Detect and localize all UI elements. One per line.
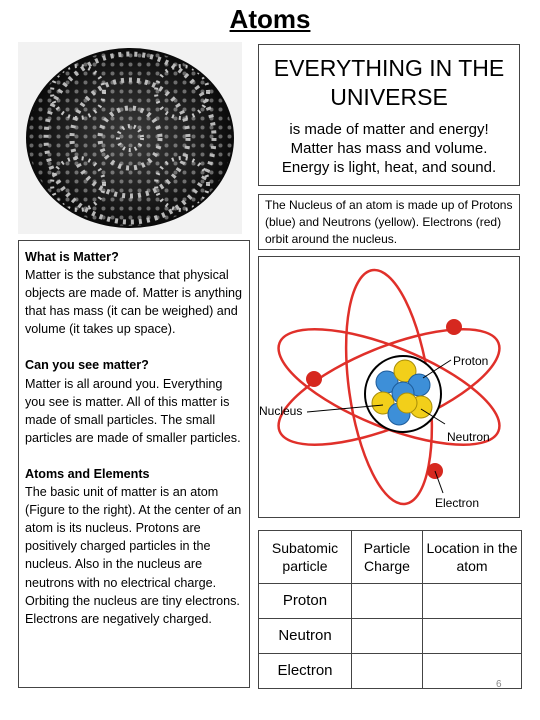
- table-cell: [423, 584, 522, 619]
- section-heading: Atoms and Elements: [25, 466, 150, 481]
- universe-box: [258, 44, 520, 186]
- atom-photograph: [18, 42, 242, 234]
- table-header-cell: Particle Charge: [352, 531, 423, 584]
- particle-table: [258, 530, 522, 689]
- table-row: [259, 619, 522, 654]
- section-body: Matter is all around you. Everything you see is matter. All of this matter is made of small particles. The small particles are made of smaller particles.: [25, 376, 241, 445]
- table-cell: [352, 584, 423, 619]
- table-cell: [423, 619, 522, 654]
- table-cell: Electron: [259, 654, 352, 689]
- electron-label: Electron: [435, 496, 480, 510]
- table-header-row: [259, 531, 522, 584]
- matter-text-box: [18, 240, 250, 688]
- nucleus-label: Nucleus: [259, 404, 303, 418]
- table-row: [259, 584, 522, 619]
- table-cell: [352, 619, 423, 654]
- universe-line3: Energy is light, heat, and sound.: [281, 159, 497, 176]
- universe-line1: is made of matter and energy!: [289, 121, 489, 138]
- table-header-cell: Location in the atom: [423, 531, 522, 584]
- universe-heading-line1: EVERYTHING IN THE: [273, 55, 505, 81]
- page-title: Atoms: [229, 4, 311, 34]
- universe-heading-line2: UNIVERSE: [330, 84, 448, 110]
- section-heading: Can you see matter?: [25, 358, 149, 373]
- section-can-you-see-matter: [25, 356, 243, 446]
- atom-diagram: [258, 256, 520, 518]
- nucleus-caption: The Nucleus of an atom is made up of Protons (blue) and Neutrons (yellow). Electrons (red) orbit around the nucleus.: [258, 194, 520, 250]
- table-cell: [423, 654, 522, 689]
- table-cell: Neutron: [259, 619, 352, 654]
- table-cell: [352, 654, 423, 689]
- table-cell: Proton: [259, 584, 352, 619]
- section-body: Matter is the substance that physical objects are made of. Matter is anything that has mass (it can be weighed) and volume (it takes up space).: [25, 268, 243, 337]
- universe-line2: Matter has mass and volume.: [290, 140, 488, 157]
- proton-label: Proton: [453, 354, 489, 368]
- section-heading: What is Matter?: [25, 250, 119, 264]
- section-what-is-matter: [25, 248, 243, 338]
- section-atoms-and-elements: [25, 465, 243, 628]
- page-number: 6: [496, 679, 502, 690]
- table-header-cell: Subatomic particle: [259, 531, 352, 584]
- universe-text: [259, 120, 519, 177]
- neutron-label: Neutron: [447, 430, 490, 444]
- universe-heading: [259, 54, 519, 112]
- table-row: [259, 654, 522, 689]
- section-body: The basic unit of matter is an atom (Figure to the right). At the center of an atom is its nucleus. Protons are positively charged particles in the nucleus. Also in the nucleus are neutrons with no electrical charge. Orbiting the nucleus are tiny electrons. Electrons are negatively charged.: [25, 485, 242, 626]
